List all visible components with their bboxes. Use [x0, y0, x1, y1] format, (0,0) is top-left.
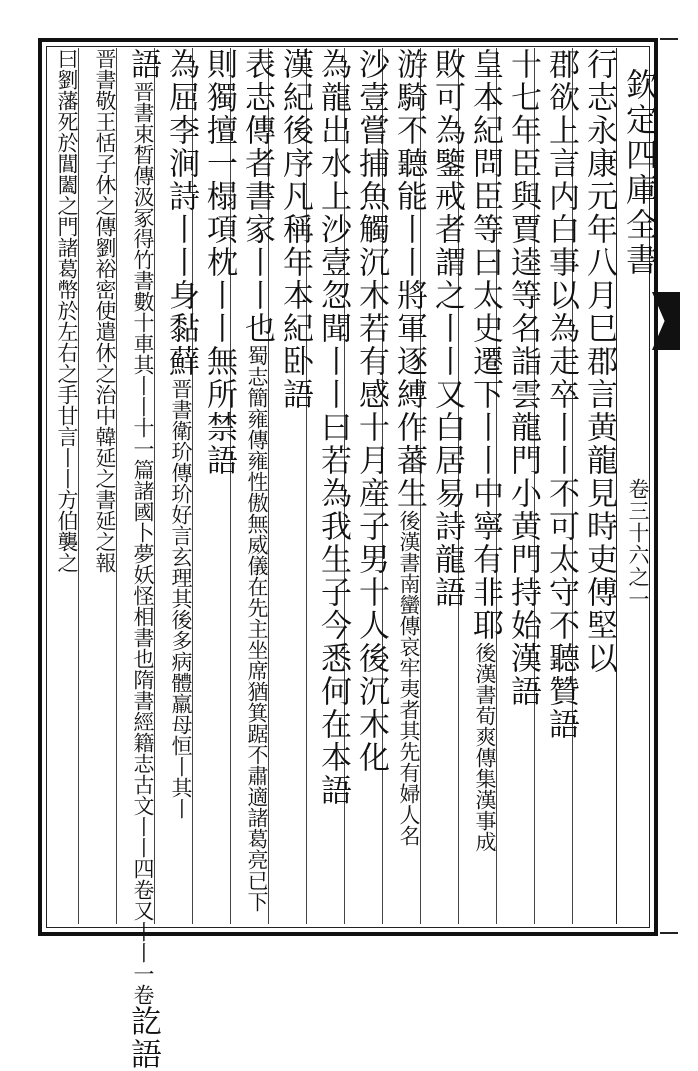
text-column: 為龍出水上沙壹忽聞丨丨曰若為我生子今悉何在本語: [315, 48, 351, 807]
text-body: [44, 48, 617, 1071]
text-column: 語晋書束晳傳汲冢得竹書數十車其丨丨十一篇諸國卜夢妖怪相書也隋書經籍志古文丨丨四卷又丨丨一卷訖語: [125, 48, 161, 1071]
text-column: 行志永康元年八月巳郡言黄龍見時吏傅堅以: [581, 48, 617, 675]
text-column: 敗可為鑒戒者謂之丨丨又白居易詩龍語: [429, 48, 465, 609]
text-column: 晋書敬王恬子休之傳劉裕密使遣休之治中韓延之書延之報: [93, 48, 117, 573]
edge-tick: [660, 932, 678, 934]
text-column: 表志傳者書家丨丨也蜀志簡雍傳雍性傲無威儀在先主坐席猶箕踞不肅適諸葛亮已下: [239, 48, 275, 912]
text-column: 郡欲上言内白事以為走卒丨丨不可太守不聽贊語: [543, 48, 579, 741]
text-column: 漢紀後序凡稱年本紀卧語: [277, 48, 313, 411]
volume-label: 卷三十六之一: [626, 478, 650, 610]
text-column: 則獨擅一榻項枕丨丨無所禁語: [201, 48, 237, 477]
text-column: 皇本紀問臣等曰太史遷下丨丨中寧有非耶後漢書荀爽傳集漢事成: [467, 48, 503, 852]
edge-tick: [660, 38, 678, 40]
text-column: 為屈李涧詩丨丨身黏蘚晋書衛玠傳玠好言玄理其後多病體羸母恒丨其丨: [163, 48, 199, 819]
text-column: 十七年臣與賈逵等名詣雲龍門小黄門持始漢語: [505, 48, 541, 708]
text-column: 曰劉藩死於閶闔之門諸葛幣於左右之手甘言丨丨方伯襲之: [55, 48, 79, 573]
text-column: 游騎不聽能丨丨將軍逐縛作蕃生後漢書南蠻傳哀牢夷者其先有婦人名: [391, 48, 427, 846]
text-column: 沙壹嘗捕魚觸沉木若有感十月産子男十人後沉木化: [353, 48, 389, 774]
book-title: 欽定四庫全書: [621, 68, 659, 278]
